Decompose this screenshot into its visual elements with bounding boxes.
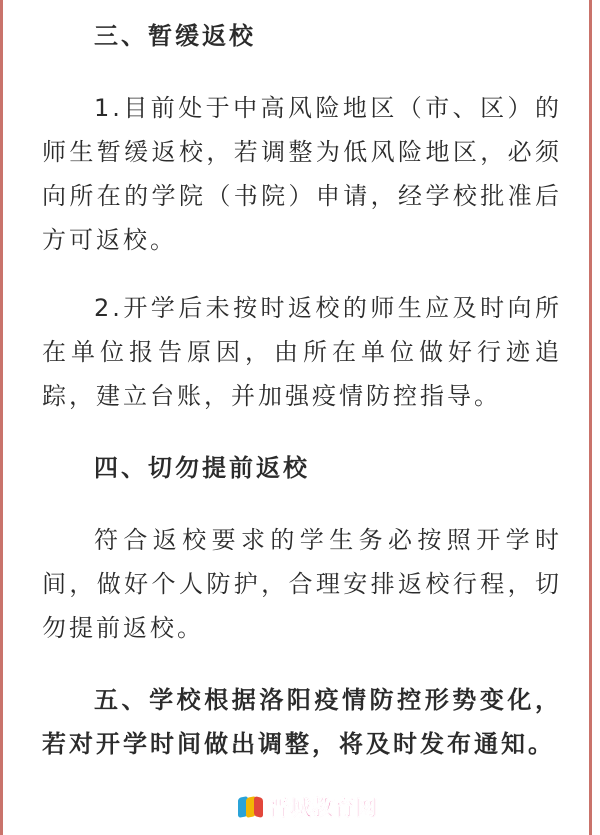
watermark [238, 792, 378, 822]
watermark-text: 晋城教育网 [268, 796, 378, 820]
paragraph-4-1: 符合返校要求的学生务必按照开学时间，做好个人防护，合理安排返校行程，切勿提前返校。 [42, 526, 562, 642]
book-logo-icon [238, 794, 264, 820]
paragraph-5: 五、学校根据洛阳疫情防控形势变化，若对开学时间做出调整，将及时发布通知。 [42, 686, 562, 758]
section-heading-4: 四、切勿提前返校 [94, 454, 310, 482]
paragraph-3-2: 2.开学后未按时返校的师生应及时向所在单位报告原因，由所在单位做好行迹追踪，建立台账，并加强疫情防控指导。 [42, 294, 562, 410]
article-body [42, 14, 562, 766]
paragraph-3-1: 1.目前处于中高风险地区（市、区）的师生暂缓返校，若调整为低风险地区，必须向所在的学院（书院）申请，经学校批准后方可返校。 [42, 94, 562, 254]
section-heading-3: 三、暂缓返校 [94, 22, 256, 50]
